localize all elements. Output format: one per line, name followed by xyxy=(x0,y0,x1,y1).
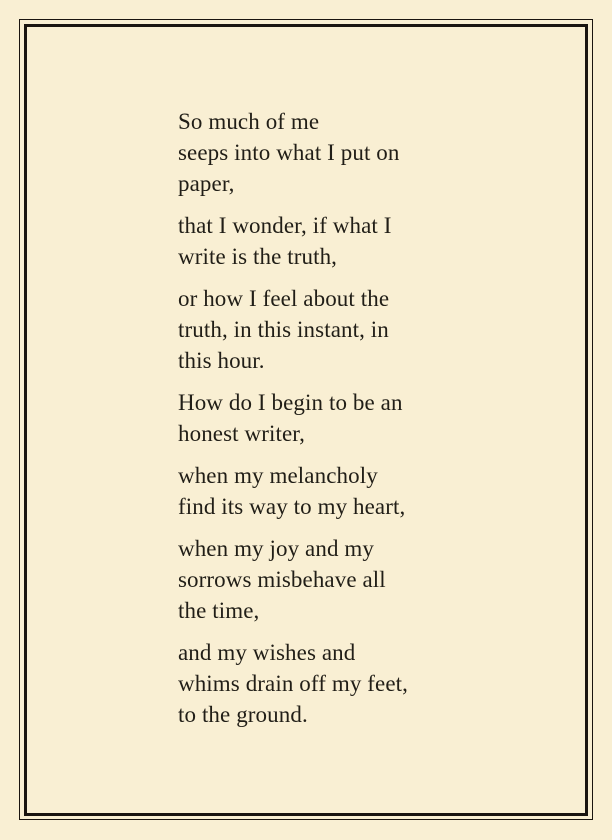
poem-line: honest writer, xyxy=(178,421,305,446)
poem-line: find its way to my heart, xyxy=(178,494,406,519)
poem-stanza xyxy=(178,387,478,449)
poem-line: or how I feel about the xyxy=(178,286,390,311)
poem-line: paper, xyxy=(178,171,235,196)
poem-line: whims drain off my feet, xyxy=(178,671,409,696)
poem-line: So much of me xyxy=(178,109,320,134)
poem-line: sorrows misbehave all xyxy=(178,567,386,592)
poem-line: this hour. xyxy=(178,348,265,373)
poem-line: seeps into what I put on xyxy=(178,140,400,165)
poem-stanza xyxy=(178,460,478,522)
poem-line: How do I begin to be an xyxy=(178,390,403,415)
poem-line: to the ground. xyxy=(178,702,308,727)
poem-line: when my joy and my xyxy=(178,536,374,561)
poem-line: truth, in this instant, in xyxy=(178,317,389,342)
poem-line: when my melancholy xyxy=(178,463,378,488)
poem-line: write is the truth, xyxy=(178,244,338,269)
poem-stanza xyxy=(178,210,478,272)
poem-text xyxy=(178,106,478,730)
poem-stanza xyxy=(178,283,478,376)
poem-line: the time, xyxy=(178,598,260,623)
poem-line: and my wishes and xyxy=(178,640,356,665)
poem-stanza xyxy=(178,533,478,626)
poem-stanza xyxy=(178,106,478,199)
poem-stanza xyxy=(178,637,478,730)
poem-line: that I wonder, if what I xyxy=(178,213,392,238)
